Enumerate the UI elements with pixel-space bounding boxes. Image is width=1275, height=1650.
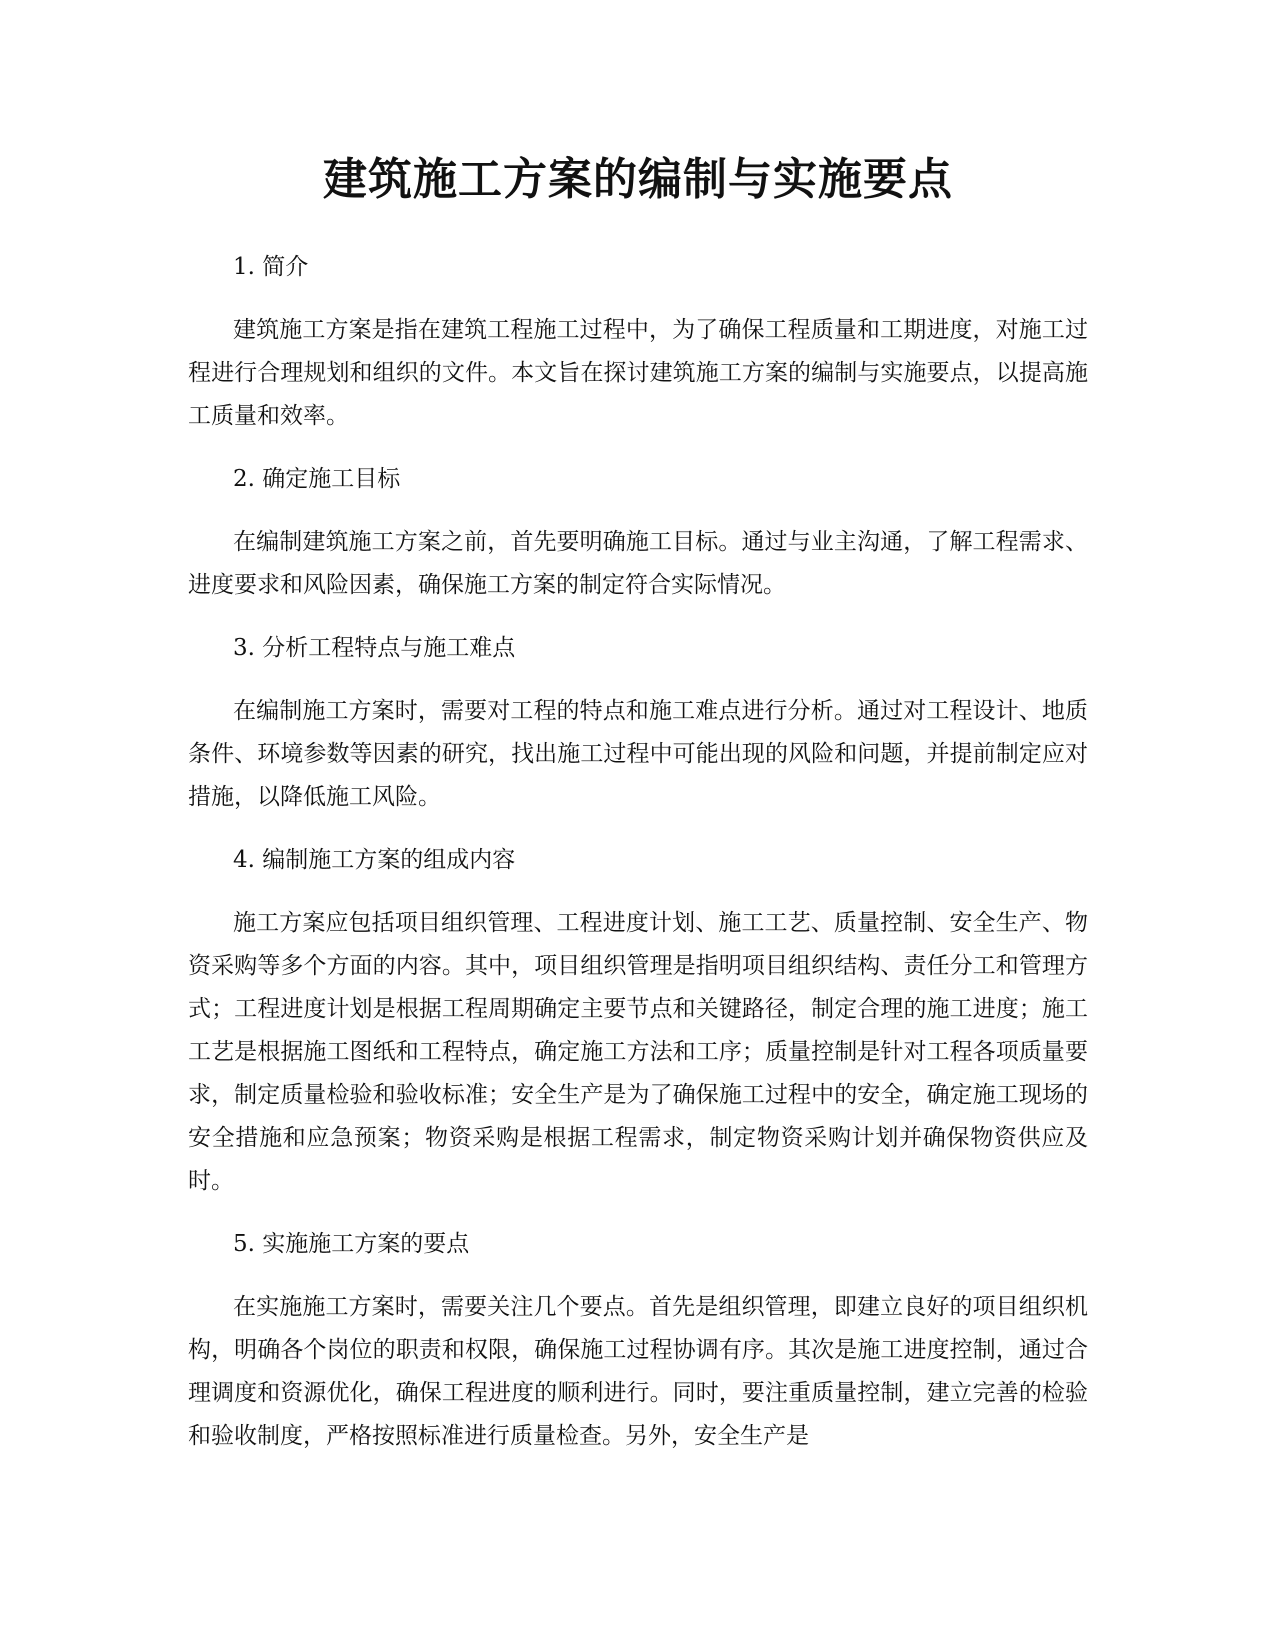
section-heading: 2. 确定施工目标 <box>233 466 401 492</box>
section-heading: 1. 简介 <box>233 254 309 280</box>
section-implementation <box>188 1223 1088 1458</box>
section-goals <box>188 458 1088 607</box>
section-paragraph: 在编制施工方案时，需要对工程的特点和施工难点进行分析。通过对工程设计、地质条件、环境参数等因素的研究，找出施工过程中可能出现的风险和问题，并提前制定应对措施，以降低施工风险。 <box>188 698 1088 810</box>
section-paragraph: 在编制建筑施工方案之前，首先要明确施工目标。通过与业主沟通，了解工程需求、进度要求和风险因素，确保施工方案的制定符合实际情况。 <box>188 529 1088 598</box>
section-paragraph: 在实施施工方案时，需要关注几个要点。首先是组织管理，即建立良好的项目组织机构，明确各个岗位的职责和权限，确保施工过程协调有序。其次是施工进度控制，通过合理调度和资源优化，确保工程进度的顺利进行。同时，要注重质量控制，建立完善的检验和验收制度，严格按照标准进行质量检查。另外，安全生产是 <box>188 1294 1088 1449</box>
section-introduction <box>188 246 1088 438</box>
section-heading: 3. 分析工程特点与施工难点 <box>233 635 516 661</box>
section-paragraph: 施工方案应包括项目组织管理、工程进度计划、施工工艺、质量控制、安全生产、物资采购等多个方面的内容。其中，项目组织管理是指明项目组织结构、责任分工和管理方式；工程进度计划是根据工程周期确定主要节点和关键路径，制定合理的施工进度；施工工艺是根据施工图纸和工程特点，确定施工方法和工序；质量控制是针对工程各项质量要求，制定质量检验和验收标准；安全生产是为了确保施工过程中的安全，确定施工现场的安全措施和应急预案；物资采购是根据工程需求，制定物资采购计划并确保物资供应及时。 <box>188 910 1088 1194</box>
section-contents <box>188 839 1088 1203</box>
section-analysis <box>188 627 1088 819</box>
document-page <box>188 148 1088 1478</box>
section-heading: 4. 编制施工方案的组成内容 <box>233 847 516 873</box>
section-paragraph: 建筑施工方案是指在建筑工程施工过程中，为了确保工程质量和工期进度，对施工过程进行合理规划和组织的文件。本文旨在探讨建筑施工方案的编制与实施要点，以提高施工质量和效率。 <box>188 317 1088 429</box>
document-title: 建筑施工方案的编制与实施要点 <box>323 154 953 205</box>
section-heading: 5. 实施施工方案的要点 <box>233 1231 470 1257</box>
